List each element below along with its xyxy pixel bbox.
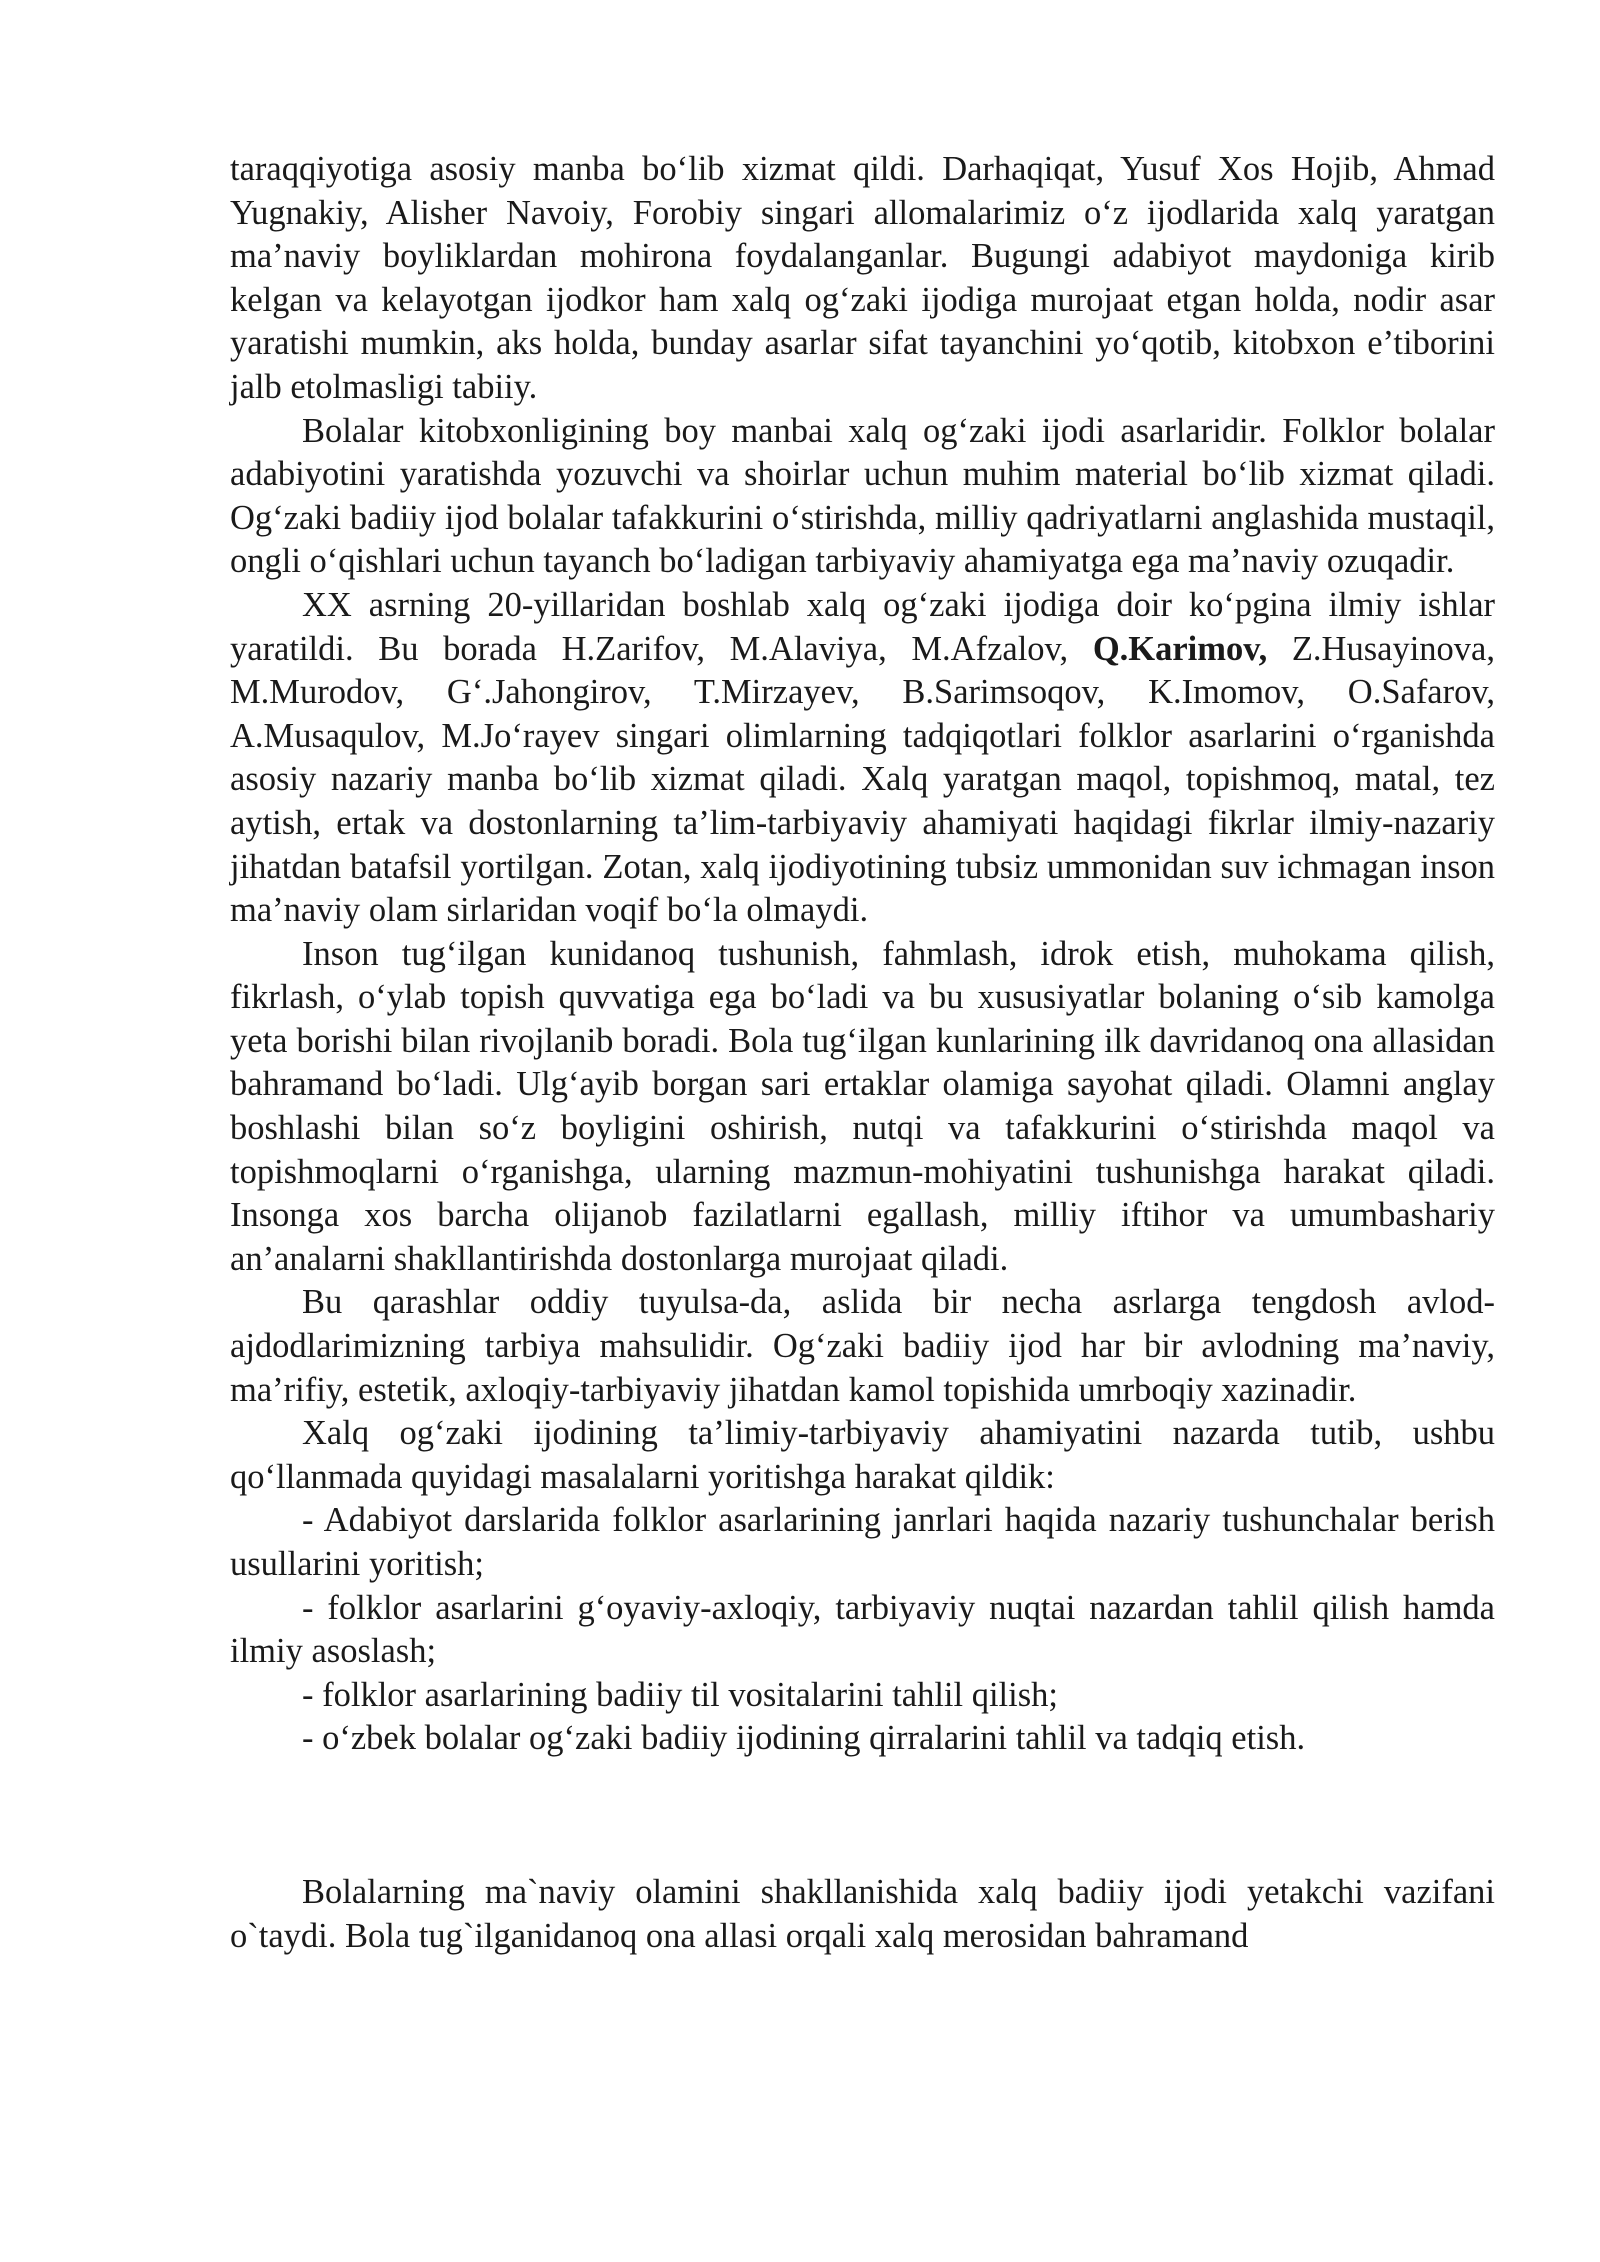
paragraph-intro: taraqqiyotiga asosiy manba bo‘lib xizmat qildi. Darhaqiqat, Yusuf Xos Hojib, Ahmad Yugnakiy, Alisher Navoiy, Forobiy singari allomalarimiz o‘z ijodlarida xalq yaratgan ma’naviy boyliklardan mohirona foydalanganlar. Bugungi adabiyot maydoniga kirib kelgan va kelayotgan ijodkor ham xalq og‘zaki ijodiga murojaat etgan holda, nodir asar yaratishi mumkin, aks holda, bunday asarlar sifat tayanchini yo‘qotib, kitobxon e’tiborini jalb etolmasligi tabiiy. xyxy=(230,150,1495,406)
scholar-name-bold: Q.Karimov, xyxy=(1092,629,1268,668)
list-item: - folklor asarlarini g‘oyaviy-axloqiy, tarbiyaviy nuqtai nazardan tahlil qilish hamda ilmiy asoslash; xyxy=(230,1588,1495,1671)
list-item: - Adabiyot darslarida folklor asarlarining janrlari haqida nazariy tushunchalar berish usullarini yoritish; xyxy=(230,1501,1495,1583)
paragraph-scholars xyxy=(230,584,1495,933)
section-spacer xyxy=(230,1761,1495,1871)
list-item: - o‘zbek bolalar og‘zaki badiiy ijodining qirralarini tahlil va tadqiq etish. xyxy=(302,1719,1306,1758)
paragraph-final: Bolalarning ma`naviy olamini shakllanishida xalq badiiy ijodi yetakchi vazifani o`taydi. Bola tug`ilganidanoq ona allasi orqali xalq merosidan bahramand xyxy=(230,1872,1495,1955)
document-page xyxy=(230,148,1495,1958)
paragraph-human-development: Inson tug‘ilgan kunidanoq tushunish, fahmlash, idrok etish, muhokama qilish, fikrlash, o‘ylab topish quvvatiga ega bo‘ladi va bu xususiyatlar bolaning o‘sib kamolga yeta borishi bilan rivojlanib boradi. Bola tug‘ilgan kunlarining ilk davridanoq ona allasidan bahramand bo‘ladi. Ulg‘ayib borgan sari ertaklar olamiga sayohat qiladi. Olamni anglay boshlashi bilan so‘z boyligini oshirish, nutqi va tafakkurini o‘stirishda maqol va topishmoqlarni o‘rganishga, ularning mazmun-mohiyatini tushunishga harakat qiladi. Insonga xos barcha olijanob fazilatlarni egallash, milliy iftihor va umumbashariy an’analarni shakllantirishda dostonlarga murojaat qiladi. xyxy=(230,934,1495,1278)
paragraph-children-reading: Bolalar kitobxonligining boy manbai xalq og‘zaki ijodi asarlaridir. Folklor bolalar adabiyotini yaratishda yozuvchi va shoirlar uchun muhim material bo‘lib xizmat qiladi. Og‘zaki badiiy ijod bolalar tafakkurini o‘stirishda, milliy qadriyatlarni anglashida mustaqil, ongli o‘qishlari uchun tayanch bo‘ladigan tarbiyaviy ahamiyatga ega ma’naviy ozuqadir. xyxy=(230,411,1495,581)
paragraph-views: Bu qarashlar oddiy tuyulsa-da, aslida bir necha asrlarga tengdosh avlod-ajdodlarimizning tarbiya mahsulidir. Og‘zaki badiiy ijod har bir avlodning ma’naviy, ma’rifiy, estetik, axloqiy-tarbiyaviy jihatdan kamol topishida umrboqiy xazinadir. xyxy=(230,1283,1495,1409)
paragraph-goals: Xalq og‘zaki ijodining ta’limiy-tarbiyaviy ahamiyatini nazarda tutib, ushbu qo‘llanmada quyidagi masalalarni yoritishga harakat qildik: xyxy=(230,1414,1495,1496)
paragraph-scholars-text-2: Z.Husayinova, M.Murodov, G‘.Jahongirov, T.Mirzayev, B.Sarimsoqov, K.Imomov, O.Safarov, A.Musaqulov, M.Jo‘rayev singari olimlarning tadqiqotlari folklor asarlarini o‘rganishda asosiy nazariy manba bo‘lib xizmat qiladi. Xalq yaratgan maqol, topishmoq, matal, tez aytish, ertak va dostonlarning ta’lim-tarbiyaviy ahamiyati haqidagi fikrlar ilmiy-nazariy jihatdan batafsil yortilgan. Zotan, xalq ijodiyotining tubsiz ummonidan suv ichmagan inson ma’naviy olam sirlaridan voqif bo‘la olmaydi. xyxy=(230,629,1495,930)
list-item: - folklor asarlarining badiiy til vositalarini tahlil qilish; xyxy=(302,1675,1058,1714)
paragraph-scholars-text-1: XX asrning 20-yillaridan boshlab xalq og‘zaki ijodiga doir ko‘pgina ilmiy ishlar yaratildi. Bu borada H.Zarifov, M.Alaviya, M.Afzalov, xyxy=(230,585,1495,668)
